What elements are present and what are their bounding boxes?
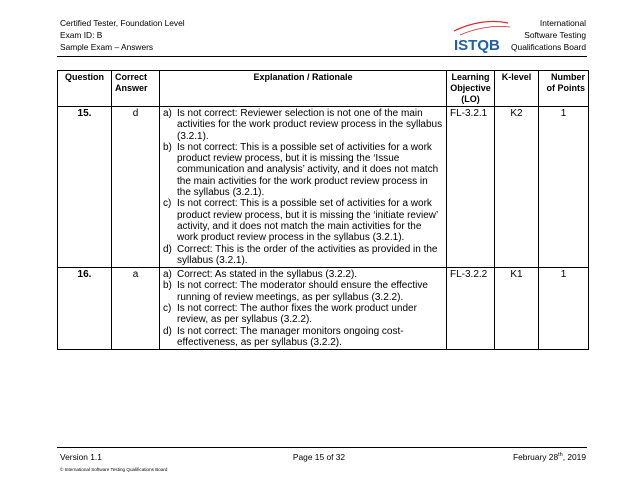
option-letter: a) bbox=[163, 108, 172, 119]
footer-copyright: © International Software Testing Qualifications Board bbox=[60, 467, 168, 472]
learning-objective: FL-3.2.1 bbox=[447, 107, 495, 268]
explanation-option bbox=[163, 198, 443, 243]
explanation-option bbox=[163, 244, 443, 267]
logo-text: ISTQB bbox=[454, 37, 500, 54]
option-text: Is not correct: The author fixes the work product under review, as per syllabus (3.2.2). bbox=[177, 303, 417, 326]
option-text: Is not correct: The manager monitors ongoing cost-effectiveness, as per syllabus (3.2.2). bbox=[177, 325, 404, 348]
option-letter: d) bbox=[163, 325, 172, 337]
k-level: K1 bbox=[495, 268, 539, 350]
col-header-learning-objective: Learning Objective (LO) bbox=[447, 71, 495, 107]
col-header-question: Question bbox=[58, 71, 112, 107]
header-right bbox=[511, 17, 586, 54]
header-exam-id: Exam ID: B bbox=[60, 30, 103, 41]
option-text: Correct: As stated in the syllabus (3.2.2). bbox=[177, 269, 358, 281]
question-number: 15. bbox=[58, 107, 112, 268]
table-row bbox=[58, 268, 589, 350]
option-letter: b) bbox=[163, 141, 172, 153]
option-text: Correct: This is the order of the activities as provided in the syllabus (3.2.1). bbox=[177, 243, 438, 266]
explanation-option bbox=[163, 326, 443, 349]
header-left bbox=[60, 17, 185, 54]
footer-page-number: Page 15 of 32 bbox=[292, 452, 346, 462]
col-header-k-level: K-level bbox=[495, 71, 539, 107]
correct-answer: a bbox=[112, 268, 160, 350]
option-text: Is not correct: The moderator should ensure the effective running of review meetings, as per syllabus (3.2.2). bbox=[177, 280, 428, 303]
correct-answer: d bbox=[112, 107, 160, 268]
col-header-explanation: Explanation / Rationale bbox=[160, 71, 447, 107]
option-letter: c) bbox=[163, 303, 172, 315]
footer-divider bbox=[57, 447, 587, 448]
header-org-line-1: International bbox=[539, 18, 586, 28]
learning-objective: FL-3.2.2 bbox=[447, 268, 495, 350]
option-text: Is not correct: This is a possible set of activities for a work product review process, but it is missing the ‘initiate review’ activity, and it does not match the main activities for the work product review process in the syllabus (3.2.1). bbox=[177, 198, 438, 244]
footer-date bbox=[513, 452, 586, 462]
explanation-cell bbox=[160, 107, 447, 268]
header-org-line-2: Software Testing bbox=[524, 30, 586, 41]
explanation-option bbox=[163, 108, 443, 142]
explanation-option bbox=[163, 269, 443, 280]
footer-version: Version 1.1 bbox=[60, 452, 102, 462]
explanation-option bbox=[163, 303, 443, 326]
option-text: Is not correct: Reviewer selection is not one of the main activities for the work product review process in the syllabus (3.2.1). bbox=[177, 108, 443, 142]
footer-date-year: , 2019 bbox=[562, 452, 586, 462]
question-number: 16. bbox=[58, 268, 112, 350]
footer-date-prefix: February 28 bbox=[512, 452, 559, 462]
option-letter: c) bbox=[163, 198, 172, 210]
points: 1 bbox=[539, 268, 589, 350]
option-letter: a) bbox=[163, 269, 172, 281]
option-letter: b) bbox=[163, 280, 172, 292]
table-row bbox=[58, 107, 589, 268]
answers-table bbox=[57, 70, 589, 350]
explanation-option bbox=[163, 280, 443, 303]
col-header-points: Number of Points bbox=[539, 71, 589, 107]
k-level: K2 bbox=[495, 107, 539, 268]
col-header-correct-answer: Correct Answer bbox=[112, 71, 160, 107]
points: 1 bbox=[539, 107, 589, 268]
header-org-line-3: Qualifications Board bbox=[511, 42, 586, 53]
option-text: Is not correct: This is a possible set of activities for a work product review process, but it is missing the ‘Issue communication and analysis’ activity, and it does not match the main activities for the work product review process in the syllabus (3.2.1). bbox=[177, 141, 439, 199]
header-divider bbox=[57, 56, 587, 57]
footer-date-ordinal: th bbox=[558, 452, 563, 459]
explanation-cell bbox=[160, 268, 447, 350]
header-doc-type: Sample Exam – Answers bbox=[60, 42, 154, 53]
header-cert-title: Certified Tester, Foundation Level bbox=[60, 18, 185, 28]
istqb-logo bbox=[450, 13, 512, 55]
table-header-row bbox=[58, 71, 589, 107]
option-letter: d) bbox=[163, 243, 172, 255]
explanation-option bbox=[163, 142, 443, 198]
